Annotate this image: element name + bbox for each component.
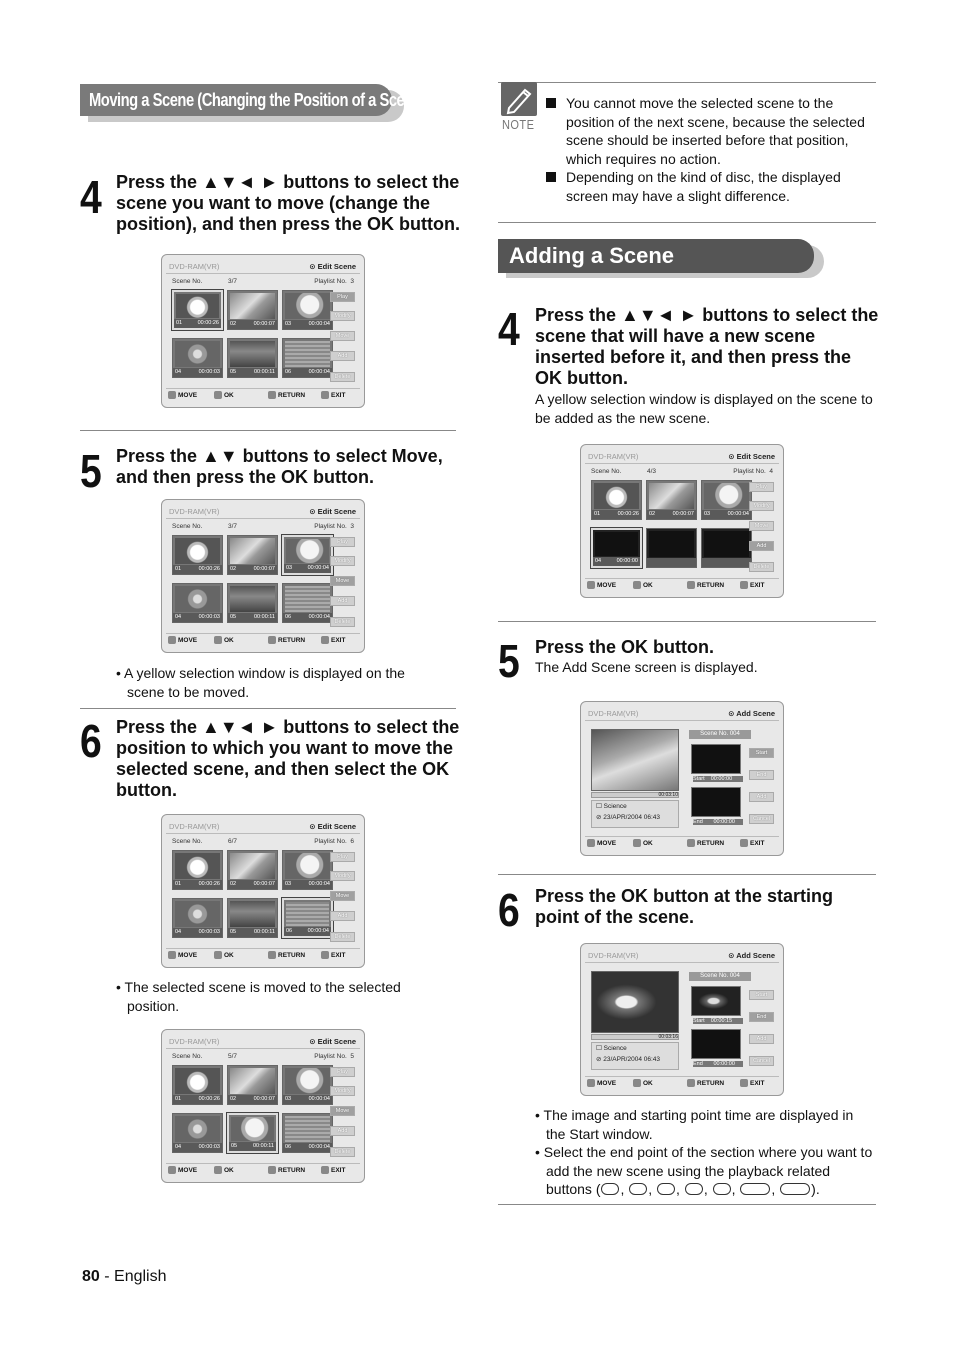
- divider: [498, 1204, 876, 1205]
- screen-add-scene-1: DVD-RAM(VR) ⊙ Add Scene 00:03:10 ☐ Science ⊘ 23/APR/2004 06:43 Scene No. 004 Start 00:00:00 End 00:00:00 Start End Add Cancel MOVE OK RETURN EXIT: [580, 701, 784, 856]
- step-number: 6: [80, 715, 101, 767]
- note-item: You cannot move the selected scene to the position of the next scene, because the selected scene should be inserted before that position, which requires no action.: [546, 94, 876, 168]
- search-button-icon: [601, 1183, 619, 1195]
- page-number: 80 - English: [82, 1268, 167, 1285]
- step-instruction: Press the OK button.: [535, 637, 715, 657]
- bullet-text: • Select the end point of the section where you want to add the new scene using the playback related buttons ( , , , , , , ).: [535, 1144, 873, 1197]
- step-back-button-icon: [740, 1183, 770, 1195]
- fast-forward-button-icon: [713, 1183, 731, 1195]
- screen-add-scene-2: DVD-RAM(VR) ⊙ Add Scene 00:03:16 ☐ Science ⊘ 23/APR/2004 06:43 Scene No. 004 Start 00:00:15 End 00:00:00 Start End Add Cancel MOVE OK RETURN EXIT: [580, 943, 784, 1096]
- step-description: The Add Scene screen is displayed.: [535, 659, 758, 675]
- step-number: 4: [80, 171, 101, 223]
- section-banner-moving-scene: [80, 84, 425, 122]
- divider: [498, 621, 876, 622]
- divider: [80, 430, 456, 431]
- note-label: NOTE: [502, 117, 535, 132]
- step-instruction: Press the ▲▼◄ ► buttons to select the scene that will have a new scene inserted before it, and then press the OK button.: [535, 305, 879, 388]
- screen-edit-scene-2: DVD-RAM(VR) ⊙ Edit Scene Scene No. 3/7 Playlist No. 3 01 00:00:26 02 00:00:07 03 00:00:04 04 00:00:03 05 00:00:11 06 00:00:04 Play Modify Move Add Delete MOVE OK RETURN EXIT: [161, 499, 365, 653]
- step-instruction: Press the OK button at the starting point of the scene.: [535, 886, 834, 927]
- screen-edit-scene-4: DVD-RAM(VR) ⊙ Edit Scene Scene No. 5/7 Playlist No. 5 01 00:00:26 02 00:00:07 03 00:00:04 04 00:00:03 05 00:00:11 06 00:00:04 Play Modify Move Add Delete MOVE OK RETURN EXIT: [161, 1029, 365, 1183]
- bullet-text: • The selected scene is moved to the selected position.: [116, 979, 401, 1014]
- section-title: Adding a Scene: [498, 239, 814, 273]
- screen-edit-scene-3: DVD-RAM(VR) ⊙ Edit Scene Scene No. 6/7 Playlist No. 6 01 00:00:26 02 00:00:07 03 00:00:04 04 00:00:03 05 00:00:11 06 00:00:04 Play Modify Move Add Delete MOVE OK RETURN EXIT: [161, 814, 365, 968]
- rewind-button-icon: [685, 1183, 703, 1195]
- divider: [80, 708, 456, 709]
- step-number: 4: [498, 303, 519, 355]
- step-forward-button-icon: [780, 1183, 810, 1195]
- divider: [498, 222, 876, 223]
- step-instruction: Press the ▲▼ buttons to select Move, and then press the OK button.: [116, 446, 443, 487]
- note-item: Depending on the kind of disc, the displayed screen may have a slight difference.: [546, 168, 876, 205]
- step-instruction: Press the ▲▼◄ ► buttons to select the scene you want to move (change the position), and then press the OK button.: [116, 172, 460, 234]
- step-number: 5: [498, 635, 519, 687]
- step-number: 6: [498, 884, 519, 936]
- step-instruction: Press the ▲▼◄ ► buttons to select the position to which you want to move the selected scene, and then select the OK button.: [116, 717, 460, 800]
- section-banner-adding-scene: [498, 239, 826, 279]
- divider: [498, 82, 876, 83]
- divider: [498, 874, 876, 875]
- skip-forward-button-icon: [657, 1183, 675, 1195]
- bullet-text: • The image and starting point time are displayed in the Start window.: [535, 1107, 854, 1142]
- skip-back-button-icon: [629, 1183, 647, 1195]
- note-pencil-icon: [501, 82, 537, 116]
- screen-edit-scene-1: DVD-RAM(VR) ⊙ Edit Scene Scene No. 3/7 Playlist No. 3 01 00:00:26 02 00:00:07 03 00:00:04 04 00:00:03 05 00:00:11 06 00:00:04 Play Modify Move Add Delete MOVE OK RETURN EXIT: [161, 254, 365, 408]
- step-description: A yellow selection window is displayed on the scene to be added as the new scene.: [535, 391, 873, 426]
- bullet-text: • A yellow selection window is displayed on the scene to be moved.: [116, 665, 405, 700]
- screen-edit-scene-5: DVD-RAM(VR) ⊙ Edit Scene Scene No. 4/3 Playlist No. 4 01 00:00:26 02 00:00:07 03 00:00:04 04 00:00:00 Play Modify Move Add Delete MOVE OK RETURN EXIT: [580, 444, 784, 598]
- section-title: Moving a Scene (Changing the Position of a Scene): [89, 90, 425, 110]
- step-number: 5: [80, 445, 101, 497]
